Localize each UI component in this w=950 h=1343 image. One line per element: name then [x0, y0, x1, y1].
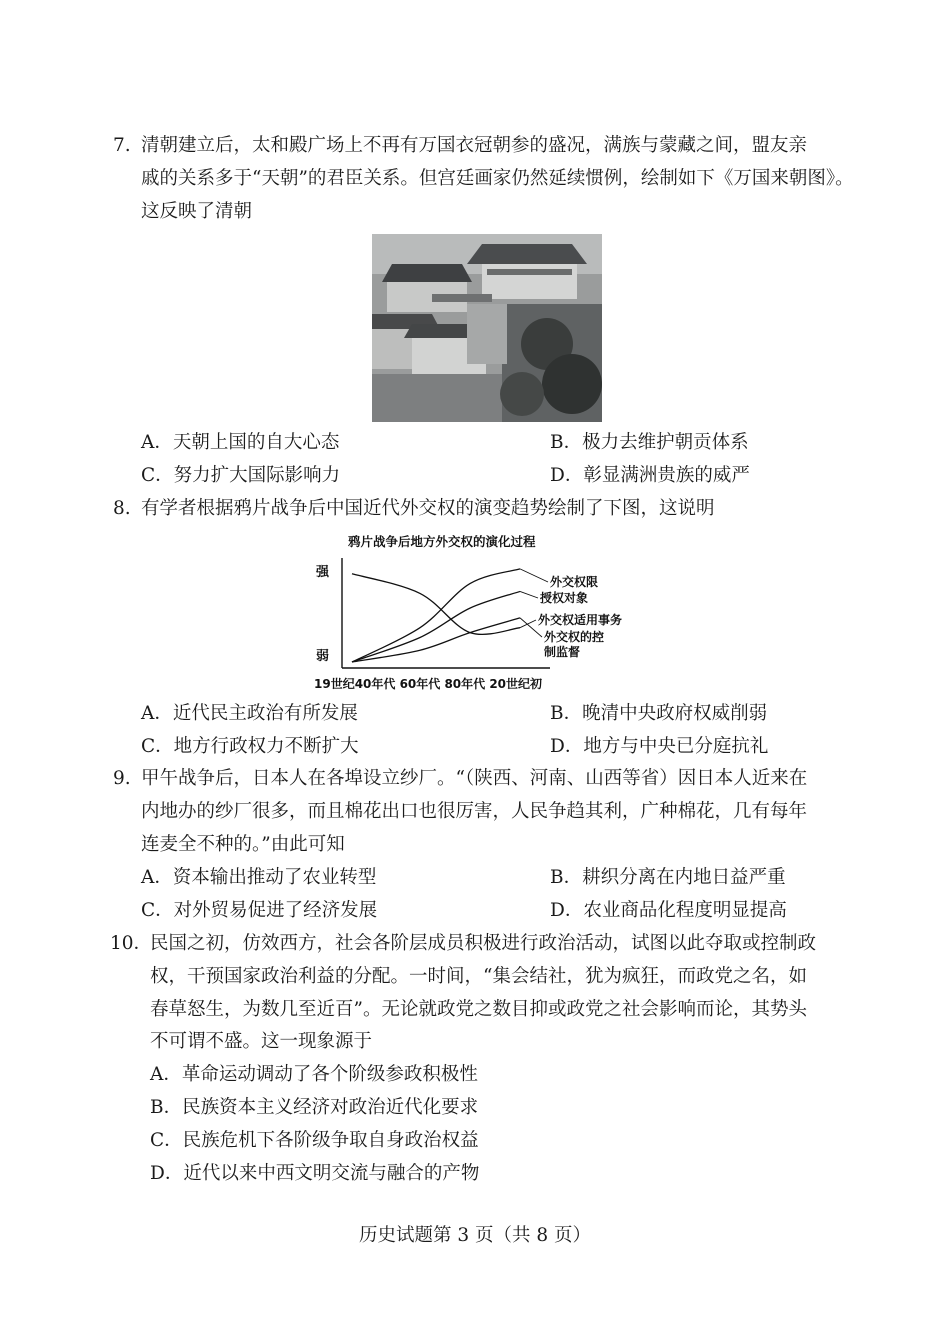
series-leader-3	[520, 620, 536, 628]
q8-option-c: C．地方行政权力不断扩大	[141, 736, 359, 757]
series-leader-1	[520, 569, 548, 582]
diplomatic-power-chart	[300, 528, 650, 694]
q9-option-b: B．耕织分离在内地日益严重	[550, 867, 786, 888]
series-label-3: 外交权适用事务	[538, 613, 623, 627]
q8-option-a: A．近代民主政治有所发展	[141, 703, 358, 724]
y-label-strong: 强	[316, 565, 330, 580]
chart-title: 鸦片战争后地方外交权的演化过程	[348, 534, 536, 549]
question-10-stem-line-2: 权，干预国家政治利益的分配。一时间，“集会结社，犹为疯狂，而政党之名，如	[150, 966, 807, 987]
series-label-2: 授权对象	[540, 591, 589, 605]
painting-illustration	[372, 234, 602, 422]
y-label-weak: 弱	[316, 649, 330, 664]
q9-option-a: A．资本输出推动了农业转型	[141, 867, 377, 888]
x-axis-labels: 19世纪40年代 60年代 80年代 20世纪初	[314, 677, 543, 691]
page-footer: 历史试题第 3 页（共 8 页）	[358, 1225, 592, 1246]
q10-option-c: C．民族危机下各阶级争取自身政治权益	[150, 1130, 479, 1151]
series-label-1: 外交权限	[550, 575, 599, 589]
question-10-stem-line-3: 春草怒生，为数几至近百”。无论就政党之数目抑或政党之社会影响而论，其势头	[150, 999, 807, 1020]
series-leader-2	[520, 591, 538, 598]
series-line-1	[352, 569, 520, 662]
q9-option-d: D．农业商品化程度明显提高	[550, 900, 787, 921]
q10-option-b: B．民族资本主义经济对政治近代化要求	[150, 1097, 479, 1118]
q7-option-c: C．努力扩大国际影响力	[141, 465, 341, 486]
q8-option-b: B．晚清中央政府权威削弱	[550, 703, 768, 724]
q10-option-a: A．革命运动调动了各个阶级参政积极性	[150, 1064, 478, 1085]
question-7-stem-line-1: 清朝建立后，太和殿广场上不再有万国衣冠朝参的盛况，满族与蒙藏之间，盟友亲	[141, 135, 808, 156]
q7-option-a: A．天朝上国的自大心态	[141, 432, 340, 453]
question-9-stem-line-1: 甲午战争后，日本人在各埠设立纱厂。“（陕西、河南、山西等省）因日本人近来在	[141, 768, 808, 789]
wanguo-laichao-painting	[372, 234, 602, 422]
q9-option-c: C．对外贸易促进了经济发展	[141, 900, 378, 921]
question-7-stem-line-2: 戚的关系多于“天朝”的君臣关系。但宫廷画家仍然延续惯例，绘制如下《万国来朝图》。	[141, 168, 854, 189]
question-10-number: 10．	[110, 933, 153, 954]
series-line-4	[352, 618, 520, 662]
question-10-stem-line-4: 不可谓不盛。这一现象源于	[150, 1031, 373, 1052]
question-10-stem-line-1: 民国之初，仿效西方，社会各阶层成员积极进行政治活动，试图以此夺取或控制政	[150, 933, 817, 954]
q7-option-d: D．彰显满洲贵族的威严	[550, 465, 750, 486]
question-7-stem-line-3: 这反映了清朝	[141, 201, 253, 222]
q7-option-b: B．极力去维护朝贡体系	[550, 432, 749, 453]
question-7-number: 7.	[113, 135, 131, 156]
series-line-2	[352, 591, 520, 662]
series-label-4-line-1: 外交权的控	[544, 630, 605, 644]
question-9-stem-line-3: 连麦全不种的。”由此可知	[141, 834, 345, 855]
q8-option-d: D．地方与中央已分庭抗礼	[550, 736, 769, 757]
question-8-stem-line-1: 有学者根据鸦片战争后中国近代外交权的演变趋势绘制了下图，这说明	[141, 498, 715, 519]
q10-option-d: D．近代以来中西文明交流与融合的产物	[150, 1163, 480, 1184]
question-8-number: 8.	[113, 498, 131, 519]
series-label-4-line-2: 制监督	[544, 645, 581, 659]
question-9-stem-line-2: 内地办的纱厂很多，而且棉花出口也很厉害，人民争趋其利，广种棉花，几有每年	[141, 801, 808, 822]
question-9-number: 9.	[113, 768, 131, 789]
